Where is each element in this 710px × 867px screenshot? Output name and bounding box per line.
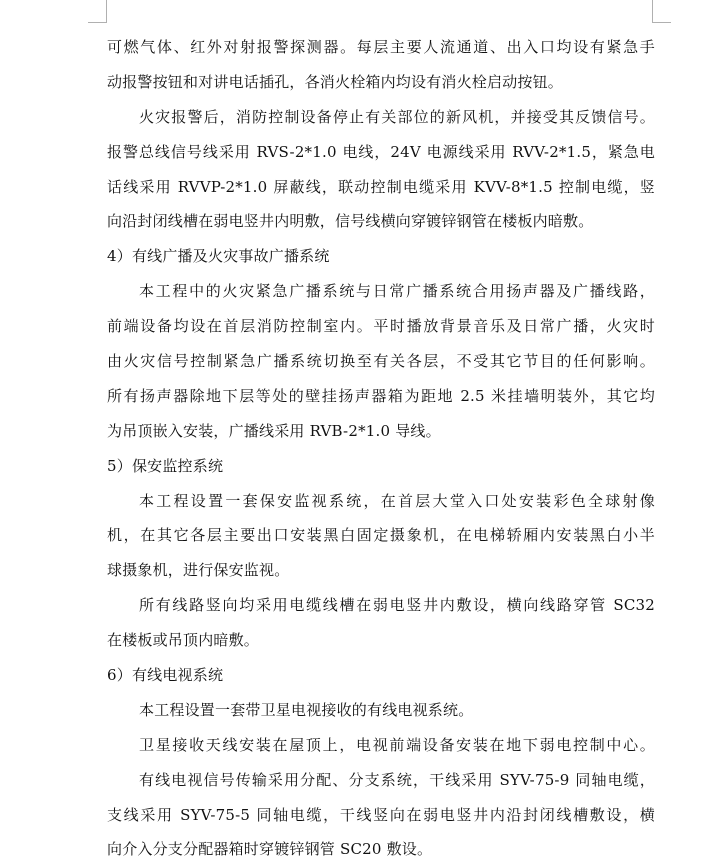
document-body: [107, 30, 655, 867]
text-line: 在楼板或吊顶内暗敷。: [107, 631, 260, 650]
text-line: 本工程中的火灾紧急广播系统与日常广播系统合用扬声器及广播线路，: [139, 282, 655, 301]
section-heading: 6）有线电视系统: [107, 666, 224, 685]
text-line: 本工程设置一套保安监视系统，在首层大堂入口处安装彩色全球射像: [139, 491, 655, 510]
text-line: 由火灾信号控制紧急广播系统切换至有关各层，不受其它节目的任何影响。: [107, 352, 655, 371]
text-line: 球摄象机，进行保安监视。: [107, 561, 290, 580]
text-line: 机，在其它各层主要出口安装黑白固定摄象机，在电梯轿厢内安装黑白小半: [107, 526, 655, 545]
text-line: 本工程设置一套带卫星电视接收的有线电视系统。: [139, 700, 474, 719]
crop-mark-top-right: [652, 0, 671, 23]
text-line: 前端设备均设在首层消防控制室内。平时播放背景音乐及日常广播，火灾时: [107, 317, 655, 336]
text-line: 向介入分支分配器箱时穿镀锌钢管 SC20 敷设。: [107, 840, 433, 859]
section-heading: 4）有线广播及火灾事故广播系统: [107, 247, 330, 266]
text-line: 所有线路竖向均采用电缆线槽在弱电竖井内敷设，横向线路穿管 SC32: [139, 596, 655, 615]
text-line: 动报警按钮和对讲电话插孔，各消火栓箱内均设有消火栓启动按钮。: [107, 72, 564, 91]
text-line: 有线电视信号传输采用分配、分支系统，干线采用 SYV-75-9 同轴电缆，: [139, 770, 655, 789]
text-line: 支线采用 SYV-75-5 同轴电缆，干线竖向在弱电竖井内沿封闭线槽敷设，横: [107, 805, 655, 824]
text-line: 可燃气体、红外对射报警探测器。每层主要人流通道、出入口均设有紧急手: [107, 38, 655, 56]
text-line: 为吊顶嵌入安装，广播线采用 RVB-2*1.0 导线。: [107, 421, 441, 440]
text-line: 所有扬声器除地下层等处的壁挂扬声器箱为距地 2.5 米挂墙明装外，其它均: [107, 386, 655, 405]
text-line: 向沿封闭线槽在弱电竖井内明敷，信号线横向穿镀锌钢管在楼板内暗敷。: [107, 212, 594, 231]
text-line: 报警总线信号线采用 RVS-2*1.0 电线，24V 电源线采用 RVV-2*1.5，紧急电: [107, 142, 655, 161]
text-line: 火灾报警后，消防控制设备停止有关部位的新风机，并接受其反馈信号。: [139, 107, 655, 126]
crop-mark-top-left: [88, 0, 107, 23]
text-line: 话线采用 RVVP-2*1.0 屏蔽线，联动控制电缆采用 KVV-8*1.5 控制电缆，竖: [107, 177, 655, 196]
text-line: 卫星接收天线安装在屋顶上，电视前端设备安装在地下弱电控制中心。: [139, 735, 655, 754]
section-heading: 5）保安监控系统: [107, 456, 224, 475]
